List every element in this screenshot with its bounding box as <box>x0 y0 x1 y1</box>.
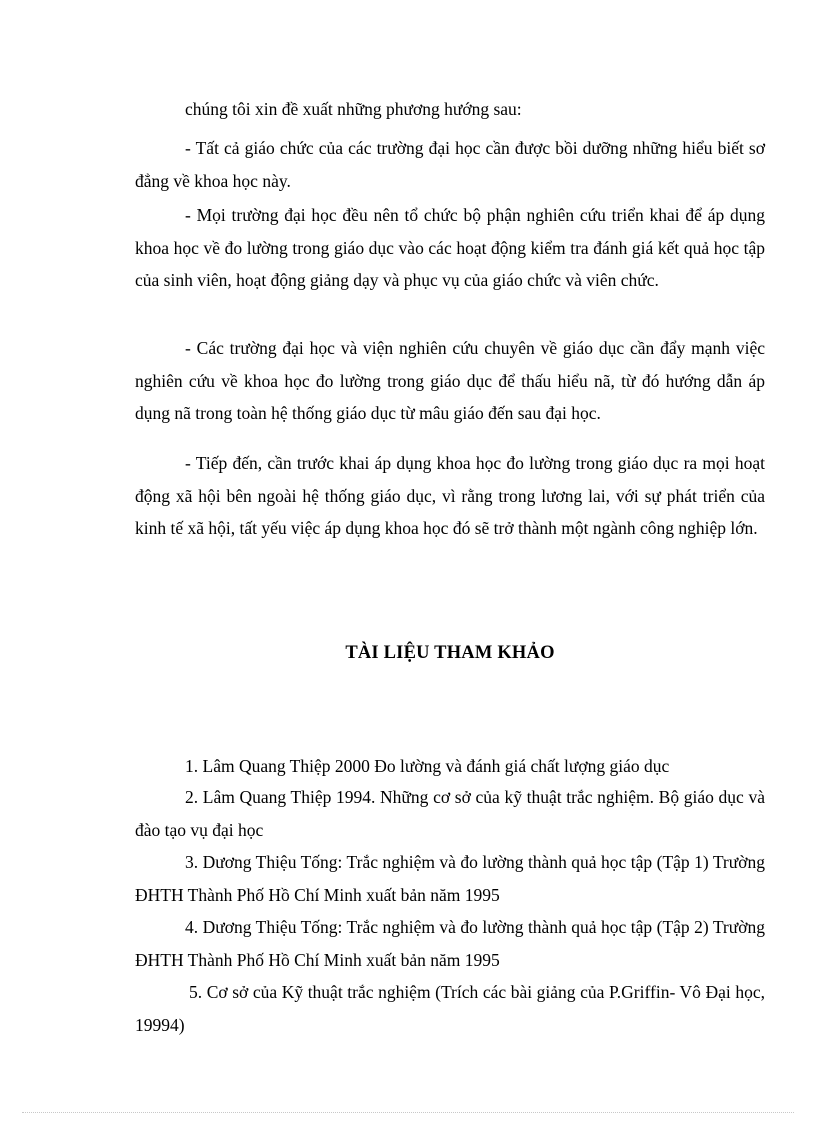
body-paragraph-5: - Tiếp đến, cần trước khai áp dụng khoa học đo lường trong giáo dục ra mọi hoạt động xã hội bên ngoài hệ thống giáo dục, vì rằng trong lương lai, với sự phát triển của kinh tế xã hội, tất yếu việc áp dụng khoa học đó sẽ trở thành một ngành công nghiệp lớn. <box>135 453 765 538</box>
body-paragraph-3: - Mọi trường đại học đều nên tổ chức bộ phận nghiên cứu triển khai để áp dụng khoa học về đo lường trong giáo dục vào các hoạt động kiểm tra đánh giá kết quả học tập của sinh viên, hoạt động giảng dạy và phục vụ của giáo chức và viên chức. <box>135 205 765 290</box>
reference-item-5: 5. Cơ sở của Kỹ thuật trắc nghiệm (Trích các bài giảng của P.Griffin- Vô Đại học, 19994) <box>135 982 765 1035</box>
reference-item-3: 3. Dương Thiệu Tống: Trắc nghiệm và đo lường thành quả học tập (Tập 1) Trường ĐHTH Thành Phố Hồ Chí Minh xuất bản năm 1995 <box>135 852 765 905</box>
body-paragraph-2: - Tất cả giáo chức của các trường đại học cần được bồi dưỡng những hiểu biết sơ đẳng về khoa học này. <box>135 138 765 191</box>
reference-item-1: 1. Lâm Quang Thiệp 2000 Đo lường và đánh giá chất lượng giáo dục <box>185 756 670 776</box>
body-paragraph-1: chúng tôi xin đề xuất những phương hướng sau: <box>185 99 522 119</box>
footer-divider <box>22 1112 794 1113</box>
reference-item-2: 2. Lâm Quang Thiệp 1994. Những cơ sở của kỹ thuật trắc nghiệm. Bộ giáo dục và đào tạo vụ đại học <box>135 787 765 840</box>
body-paragraph-4: - Các trường đại học và viện nghiên cứu chuyên về giáo dục cần đẩy mạnh việc nghiên cứu về khoa học đo lường trong giáo dục để thấu hiểu nã, từ đó hướng dẫn áp dụng nã trong toàn hệ thống giáo dục từ mâu giáo đến sau đại học. <box>135 338 765 423</box>
references-heading: TÀI LIỆU THAM KHẢO <box>345 643 555 663</box>
reference-item-4: 4. Dương Thiệu Tống: Trắc nghiệm và đo lường thành quả học tập (Tập 2) Trường ĐHTH Thành Phố Hồ Chí Minh xuất bản năm 1995 <box>135 917 765 970</box>
